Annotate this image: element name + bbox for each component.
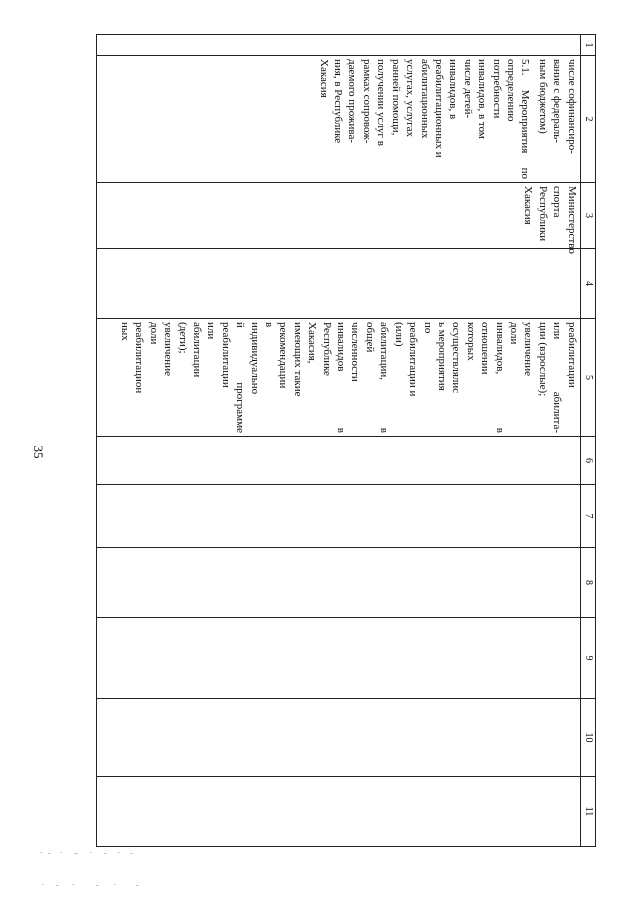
cell-measure-name [97,56,581,183]
header-col-5: 5 [580,319,595,437]
page-number: 35 [31,445,46,459]
text-line: Хакасия [522,186,535,225]
cell-col-9 [97,618,581,699]
text-line: числе софинансиро- [565,59,578,154]
text-line: реабилитации [219,322,232,388]
text-line: Республике [320,322,333,376]
header-col-11: 11 [580,777,595,847]
text-line: вание с федераль- [551,59,564,143]
cell-col-11 [97,777,581,847]
text-line: спорта [551,186,564,218]
text-line: ным бюджетом) [536,59,549,134]
cell-col-10 [97,699,581,777]
text-line: индивидуально [248,322,261,395]
text-line: определению [504,59,517,122]
header-col-1: 1 [580,35,595,56]
rotated-table-container [96,34,596,846]
text-line: 5.1. Мероприятия по [519,59,532,179]
text-line: общей [363,322,376,353]
text-line: реабилитации [565,322,578,388]
text-line: доли [507,322,520,345]
header-col-8: 8 [580,548,595,618]
cell-responsible-executor [97,183,581,254]
text-line: доли [147,322,160,345]
text-line: имеющих такие [291,322,304,397]
text-line: осуществлялис [450,322,463,394]
text-line: инвалидов, в [493,322,506,433]
cell-col-1 [97,35,581,56]
header-col-3: 3 [580,183,595,249]
header-col-6: 6 [580,437,595,485]
text-line: реабилитацион [133,322,146,394]
header-row [580,35,595,847]
cell-col-8 [97,548,581,618]
text-line: получении услуг в [375,59,388,146]
text-line: ния, в Республике [332,59,345,144]
text-line: рамках сопровож- [360,59,373,144]
text-line: абилитации, в [378,322,391,433]
header-col-10: 10 [580,699,595,777]
measure-funding-note [535,59,578,179]
measure-item-5-1 [316,59,532,179]
text-line: или абилита- [551,322,564,433]
program-measures-table [96,34,596,847]
text-line: или [205,322,218,340]
text-line: рекомендации [277,322,290,389]
text-line: ции (взрослые); [536,322,549,397]
text-line: Хакасия [317,59,330,98]
header-col-9: 9 [580,618,595,699]
cell-col-7 [97,485,581,548]
text-line: абилитационных [418,59,431,139]
text-line: отношении [479,322,492,375]
text-line: услугах, услугах [404,59,417,138]
text-line: ранней помощи, [389,59,402,136]
text-line: Хакасия, [306,322,319,364]
header-col-4: 4 [580,249,595,319]
table-row [97,35,581,847]
text-line: по [421,322,434,334]
text-line: ь мероприятия [435,322,448,391]
header-col-7: 7 [580,485,595,548]
text-line: числе детей- [461,59,474,119]
cell-col-4 [97,249,581,319]
text-line: абилитации [191,322,204,378]
text-line: Республики [536,186,549,242]
text-line: даемого прожива- [346,59,359,144]
text-line: реабилитационных и [432,59,445,158]
cell-col-6 [97,437,581,485]
text-line: в [263,322,276,328]
text-line: увеличение [522,322,535,376]
text-line: ных [119,322,131,341]
text-line: инвалидов, в том [476,59,489,139]
text-line: (дети); [176,322,189,354]
text-line: (или) [392,322,405,347]
text-line: й программе [234,322,247,433]
text-line: численности [349,322,362,382]
text-line: Министерство [565,186,578,254]
text-line: потребности [490,59,503,119]
text-line: увеличение [162,322,175,376]
text-line: которых [464,322,477,361]
text-line: реабилитации и [407,322,420,397]
cell-indicators [97,319,581,437]
text-line: инвалидов, в [447,59,460,120]
header-col-2: 2 [580,56,595,183]
text-line: инвалидов в [335,322,348,433]
